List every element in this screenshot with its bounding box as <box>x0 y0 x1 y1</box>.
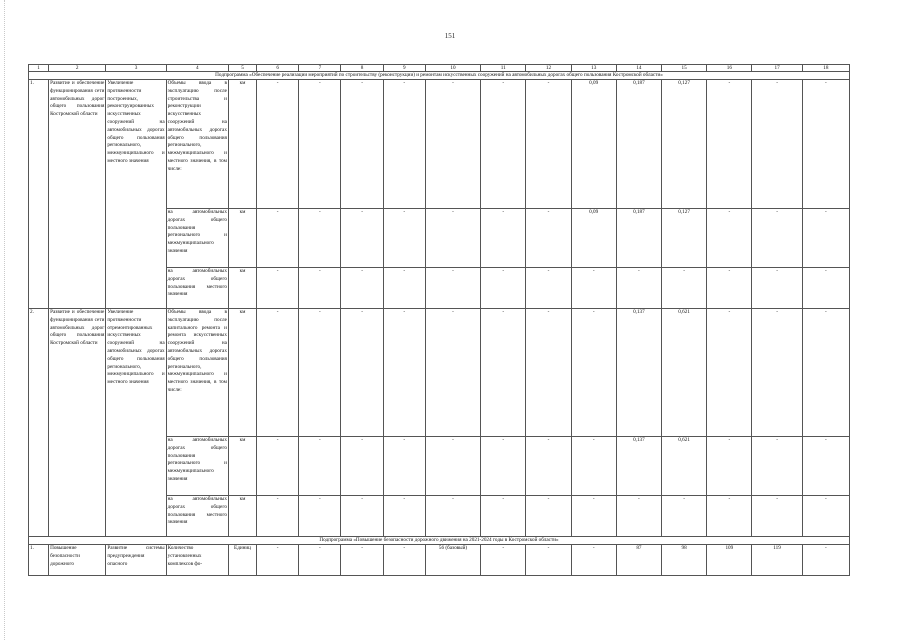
value-cell: - <box>425 496 480 537</box>
subprogram-title: Подпрограмма «Обеспечение реализации мероприятий по строительству (реконструкции) и ремонтам искусственных сооружений на автомобильных дорогах общего пользования Костромской области» <box>29 72 850 80</box>
value-cell: - <box>257 545 299 576</box>
column-number: 5 <box>228 65 256 72</box>
value-cell: - <box>752 209 802 268</box>
value-cell: - <box>802 545 849 576</box>
value-cell: - <box>257 496 299 537</box>
indicator-row <box>29 80 850 209</box>
value-cell: 0,137 <box>616 437 661 496</box>
value-cell: - <box>707 309 752 437</box>
value-cell: - <box>616 268 661 309</box>
indicator-cell: Объемы ввода в эксплуатацию после капитального ремонта и ремонта искусственных сооружений на автомобильных дорогах общего пользования регионального, межмуниципального и местного значения, в том числе: <box>166 309 228 437</box>
value-cell: 0,127 <box>662 209 707 268</box>
column-number-row <box>29 65 850 72</box>
value-cell: - <box>571 268 616 309</box>
value-cell: - <box>257 80 299 209</box>
row-number: 1. <box>29 80 49 309</box>
value-cell: - <box>383 209 425 268</box>
task-cell: Развитие и обеспечение функционирования сети автомобильных дорог общего пользования Костромской области <box>49 80 106 309</box>
value-cell: - <box>425 268 480 309</box>
value-cell: - <box>299 80 341 209</box>
value-cell: - <box>526 80 571 209</box>
value-cell: - <box>662 268 707 309</box>
value-cell: - <box>571 437 616 496</box>
value-cell: - <box>341 496 383 537</box>
value-cell: 87 <box>616 545 661 576</box>
indicator-cell: Объемы ввода в эксплуатацию после строительства и реконструкции искусственных сооружений на автомобильных дорогах общего пользования регионального, межмуниципального и местного значения, в том числе: <box>166 80 228 209</box>
value-cell: - <box>299 309 341 437</box>
column-number: 14 <box>616 65 661 72</box>
unit-cell: км <box>228 209 256 268</box>
value-cell: - <box>481 437 526 496</box>
column-number: 10 <box>425 65 480 72</box>
value-cell: - <box>299 268 341 309</box>
value-cell: - <box>526 437 571 496</box>
column-number: 7 <box>299 65 341 72</box>
value-cell: - <box>425 209 480 268</box>
value-cell: - <box>299 437 341 496</box>
task-cell: Повышение безопасности дорожного <box>49 545 106 576</box>
value-cell: - <box>257 437 299 496</box>
value-cell: - <box>802 268 849 309</box>
value-cell: - <box>802 80 849 209</box>
value-cell: - <box>481 80 526 209</box>
value-cell: - <box>707 496 752 537</box>
value-cell: - <box>616 496 661 537</box>
unit-cell: км <box>228 80 256 209</box>
value-cell: 0,187 <box>616 209 661 268</box>
column-number: 11 <box>481 65 526 72</box>
unit-cell: км <box>228 437 256 496</box>
value-cell: - <box>341 80 383 209</box>
column-number: 4 <box>166 65 228 72</box>
value-cell: - <box>802 209 849 268</box>
value-cell: - <box>299 496 341 537</box>
value-cell: - <box>526 209 571 268</box>
indicators-table <box>28 64 850 576</box>
column-number: 17 <box>752 65 802 72</box>
value-cell: 109 <box>707 545 752 576</box>
value-cell: - <box>425 80 480 209</box>
scan-gutter-line <box>4 0 6 640</box>
value-cell: - <box>802 309 849 437</box>
value-cell: - <box>341 309 383 437</box>
value-cell: - <box>383 545 425 576</box>
value-cell: 56 (базовый) <box>425 545 480 576</box>
indicator-row <box>29 545 850 576</box>
subprogram-row <box>29 537 850 545</box>
value-cell: 0,621 <box>662 437 707 496</box>
value-cell: - <box>526 309 571 437</box>
value-cell: 0,09 <box>571 209 616 268</box>
value-cell: - <box>341 437 383 496</box>
value-cell: - <box>383 437 425 496</box>
column-number: 3 <box>106 65 166 72</box>
value-cell: - <box>383 496 425 537</box>
task-cell: Развитие и обеспечение функционирования сети автомобильных дорог общего пользования Костромской области <box>49 309 106 537</box>
column-number: 16 <box>707 65 752 72</box>
value-cell: - <box>752 309 802 437</box>
value-cell: - <box>526 545 571 576</box>
value-cell: - <box>481 545 526 576</box>
value-cell: 0,137 <box>616 309 661 437</box>
indicator-cell: на автомобильных дорогах общего пользования регионального и межмуниципального значения <box>166 437 228 496</box>
goal-cell: Увеличение протяженности построенных, реконструированных искусственных сооружений на автомобильных дорогах общего пользования регионального, межмуниципального и местного значения <box>106 80 166 309</box>
value-cell: - <box>383 80 425 209</box>
value-cell: - <box>383 268 425 309</box>
goal-cell: Увеличение протяженности отремонтированных искусственных сооружений на автомобильных дорогах общего пользования регионального, межмуниципального и местного значения <box>106 309 166 537</box>
unit-cell: км <box>228 496 256 537</box>
value-cell: - <box>526 268 571 309</box>
value-cell: - <box>707 209 752 268</box>
value-cell: - <box>571 309 616 437</box>
indicator-cell: на автомобильных дорогах общего пользования местного значения <box>166 496 228 537</box>
value-cell: - <box>257 309 299 437</box>
value-cell: - <box>752 437 802 496</box>
unit-cell: км <box>228 309 256 437</box>
value-cell: - <box>481 496 526 537</box>
value-cell: - <box>752 496 802 537</box>
value-cell: 0,187 <box>616 80 661 209</box>
column-number: 9 <box>383 65 425 72</box>
value-cell: - <box>383 309 425 437</box>
column-number: 15 <box>662 65 707 72</box>
value-cell: - <box>299 545 341 576</box>
indicator-cell: Количество установленных комплексов фо- <box>166 545 228 576</box>
value-cell: - <box>707 80 752 209</box>
goal-cell: Развитие системы предупреждения опасного <box>106 545 166 576</box>
column-number: 12 <box>526 65 571 72</box>
value-cell: - <box>341 209 383 268</box>
value-cell: - <box>481 268 526 309</box>
indicator-cell: на автомобильных дорогах общего пользования местного значения <box>166 268 228 309</box>
column-number: 6 <box>257 65 299 72</box>
value-cell: - <box>425 437 480 496</box>
value-cell: - <box>425 309 480 437</box>
row-number: 1. <box>29 545 49 576</box>
value-cell: - <box>257 209 299 268</box>
unit-cell: км <box>228 268 256 309</box>
value-cell: - <box>802 496 849 537</box>
value-cell: - <box>299 209 341 268</box>
column-number: 13 <box>571 65 616 72</box>
page-number: 151 <box>444 32 456 40</box>
value-cell: 0,09 <box>571 80 616 209</box>
column-number: 2 <box>49 65 106 72</box>
value-cell: - <box>481 209 526 268</box>
value-cell: - <box>802 437 849 496</box>
value-cell: - <box>707 437 752 496</box>
value-cell: 119 <box>752 545 802 576</box>
indicator-cell: на автомобильных дорогах общего пользования регионального и межмуниципального значения <box>166 209 228 268</box>
value-cell: - <box>752 268 802 309</box>
value-cell: - <box>341 545 383 576</box>
indicator-row <box>29 309 850 437</box>
value-cell: - <box>752 80 802 209</box>
subprogram-title: Подпрограмма «Повышение безопасности дорожного движения на 2021-2024 годы в Костромской области» <box>29 537 850 545</box>
value-cell: - <box>341 268 383 309</box>
value-cell: - <box>257 268 299 309</box>
value-cell: - <box>571 496 616 537</box>
column-number: 8 <box>341 65 383 72</box>
value-cell: 0,127 <box>662 80 707 209</box>
value-cell: - <box>481 309 526 437</box>
subprogram-row <box>29 72 850 80</box>
column-number: 18 <box>802 65 849 72</box>
value-cell: - <box>662 496 707 537</box>
value-cell: - <box>571 545 616 576</box>
value-cell: - <box>707 268 752 309</box>
value-cell: - <box>526 496 571 537</box>
value-cell: 98 <box>662 545 707 576</box>
unit-cell: Единиц <box>228 545 256 576</box>
column-number: 1 <box>29 65 49 72</box>
value-cell: 0,621 <box>662 309 707 437</box>
row-number: 2. <box>29 309 49 537</box>
